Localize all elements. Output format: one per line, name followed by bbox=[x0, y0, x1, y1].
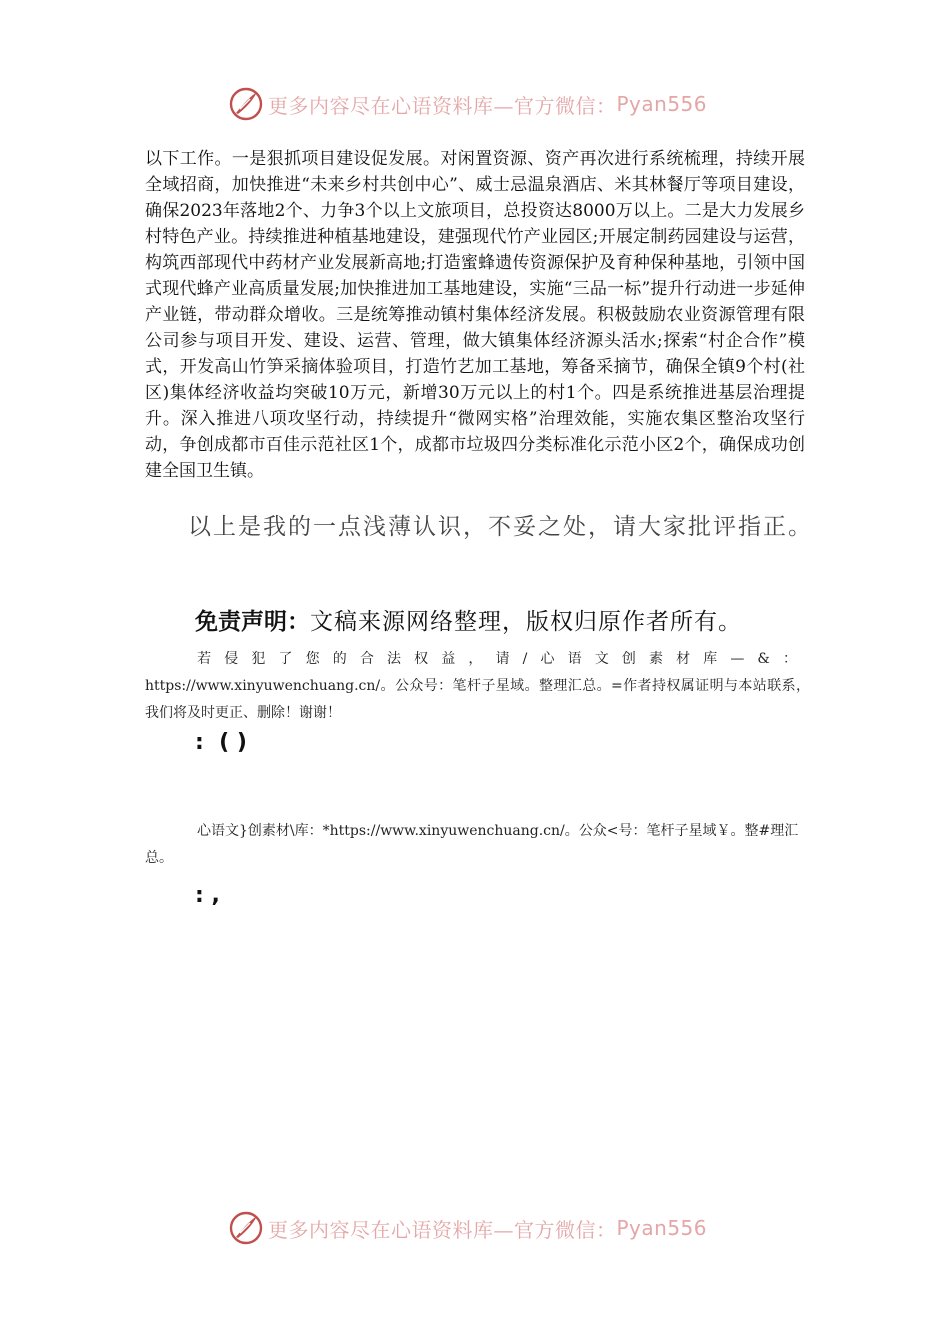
footer-banner bbox=[228, 1210, 707, 1246]
banner-wechat-id: Pyan556 bbox=[616, 92, 708, 116]
source-text: 心语文}创素材\库：*https://www.xinyuwenchuang.cn/。公众<号：笔杆子星域￥。整#理汇总。 bbox=[145, 823, 799, 866]
header-banner bbox=[228, 86, 707, 122]
source-paragraph bbox=[145, 818, 810, 872]
disclaimer-line-spread: 若侵犯了您的合法权益，请/心语文创素材库—&： bbox=[197, 651, 810, 667]
disclaimer-heading bbox=[195, 603, 742, 636]
closing-remark: 以上是我的一点浅薄认识，不妥之处，请大家批评指正。 bbox=[188, 514, 813, 540]
punctuation-marks-2: : , bbox=[195, 883, 220, 908]
banner-text: 更多内容尽在心语资料库—官方微信： bbox=[268, 1217, 617, 1242]
disclaimer-label: 免责声明： bbox=[195, 609, 310, 635]
quill-logo-icon bbox=[228, 1210, 264, 1246]
disclaimer-paragraph bbox=[145, 646, 810, 727]
disclaimer-line-rest: https://www.xinyuwenchuang.cn/。公众号：笔杆子星域。整理汇总。=作者持权属证明与本站联系，我们将及时更正、删除！谢谢！ bbox=[145, 678, 810, 721]
disclaimer-text: 文稿来源网络整理，版权归原作者所有。 bbox=[310, 609, 742, 635]
body-paragraph: 以下工作。一是狠抓项目建设促发展。对闲置资源、资产再次进行系统梳理，持续开展全域招商，加快推进“未来乡村共创中心”、威士忌温泉酒店、米其林餐厅等项目建设，确保2023年落地2个、力争3个以上文旅项目，总投资达8000万以上。二是大力发展乡村特色产业。持续推进种植基地建设，建强现代竹产业园区;开展定制药园建设与运营，构筑西部现代中药材产业发展新高地;打造蜜蜂遗传资源保护及育种保种基地，引领中国式现代蜂产业高质量发展;加快推进加工基地建设，实施“三品一标”提升行动进一步延伸产业链，带动群众增收。三是统筹推动镇村集体经济发展。积极鼓励农业资源管理有限公司参与项目开发、建设、运营、管理，做大镇集体经济源头活水;探索“村企合作”模式，开发高山竹笋采摘体验项目，打造竹艺加工基地，筹备采摘节，确保全镇9个村(社区)集体经济收益均突破10万元，新增30万元以上的村1个。四是系统推进基层治理提升。深入推进八项攻坚行动，持续提升“微网实格”治理效能，实施农集区整治攻坚行动，争创成都市百佳示范社区1个，成都市垃圾四分类标准化示范小区2个，确保成功创建全国卫生镇。 bbox=[145, 149, 805, 481]
quill-logo-icon bbox=[228, 86, 264, 122]
banner-text: 更多内容尽在心语资料库—官方微信： bbox=[268, 93, 617, 118]
punctuation-marks: : ( ) bbox=[195, 730, 247, 755]
banner-wechat-id: Pyan556 bbox=[616, 1216, 708, 1240]
